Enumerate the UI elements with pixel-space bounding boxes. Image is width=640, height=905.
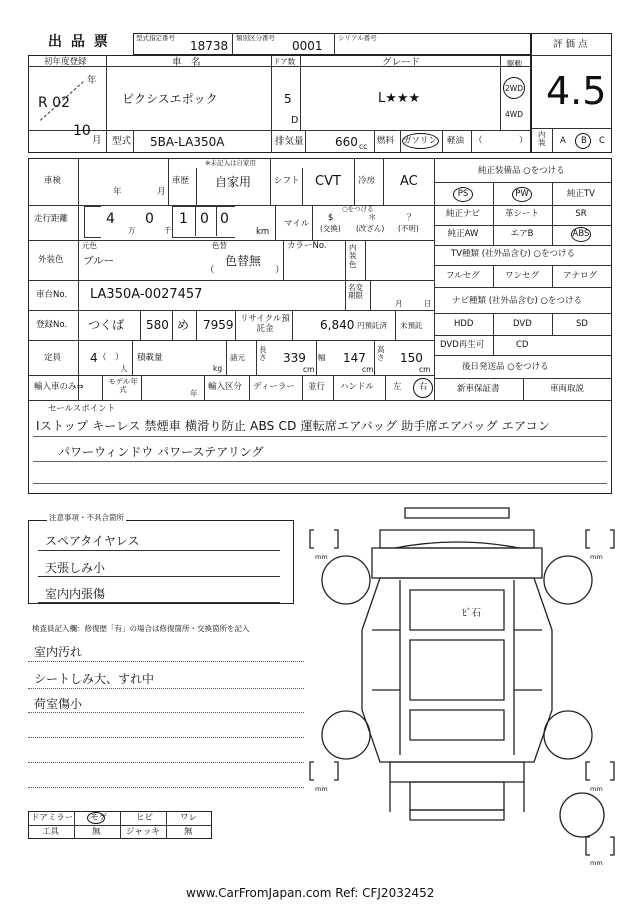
mileage-digit: 0: [145, 211, 154, 227]
reg-city: つくば: [88, 318, 125, 332]
history-value: 自家用: [215, 175, 252, 189]
bracket-rr: [586, 762, 590, 780]
drive-4wd: 4WD: [505, 110, 523, 119]
score-value: 4.5: [546, 69, 607, 113]
ac-label: 冷房: [358, 176, 376, 186]
repaint-value: 色替無: [225, 254, 262, 268]
note-line: スペアタイヤレス: [45, 534, 140, 548]
class-no-label: 類別区分番号: [236, 34, 275, 42]
chassis-value: LA350A-0027457: [90, 287, 203, 302]
fuel-paren-close: ）: [519, 136, 528, 146]
import-kubun-label: 輸入区分: [208, 382, 243, 392]
bracket-rl: [310, 762, 314, 780]
spec-label: 諸元: [230, 353, 245, 362]
fuel-paren-open: （: [474, 136, 483, 146]
width-label: 幅: [318, 353, 326, 362]
mileage-option-note: ○をつける: [342, 205, 374, 213]
sales-line2: パワーウィンドウ パワーステアリング: [58, 445, 264, 459]
grade-value: L★★★: [378, 91, 421, 106]
tool-tools: 工具: [42, 827, 60, 837]
equip-item: 純正ナビ: [445, 209, 480, 219]
mileage-label: 走行距離: [34, 214, 69, 224]
equip-header: 純正装備品 ○をつける: [478, 166, 565, 176]
inspector-label: 検査員記入欄：修復歴「有」の場合は修復箇所・交換箇所を記入: [32, 624, 250, 633]
mileage-star: ＊: [368, 213, 377, 223]
tool-tools-val: 無: [92, 827, 101, 837]
equip-circle: [571, 227, 591, 242]
color-label: 外装色: [38, 255, 64, 265]
shift-value: CVT: [315, 174, 341, 189]
fuel-label: 燃料: [377, 136, 395, 146]
length-label: 長さ: [259, 345, 267, 363]
year-unit: 年: [87, 75, 97, 86]
mileage-mile: マイル: [284, 219, 310, 229]
equip-item: 純正TV: [566, 189, 595, 199]
mileage-digit: 1: [179, 211, 188, 227]
handle-label: ハンドル: [340, 382, 375, 392]
type-label: 型式: [112, 136, 132, 147]
notes-label: 注意事項・不具合箇所: [49, 513, 124, 522]
type-value: 5BA-LA350A: [150, 135, 225, 149]
mileage-digit: 0: [200, 211, 209, 227]
tailgate: [410, 782, 504, 810]
tool-moge-circle: [87, 812, 108, 824]
note-line: 室内内張傷: [45, 587, 106, 601]
equip-item: 革シート: [504, 209, 539, 219]
interior-b: B: [581, 136, 587, 146]
capacity-value: 4: [90, 351, 98, 365]
repaint-label: 色替: [212, 241, 227, 250]
car-name: ピクシスエポック: [122, 92, 218, 106]
mileage-digit: 0: [220, 211, 229, 227]
post-manual: 車両取説: [550, 384, 585, 394]
interior-color-label: 内装色: [349, 243, 357, 269]
reg-num1: 580: [146, 318, 169, 332]
import-dealer: ディーラー: [253, 382, 295, 392]
import-parallel: 並行: [308, 382, 326, 392]
serial-label: シリアル番号: [338, 34, 377, 42]
mm-fr: mm: [590, 553, 603, 561]
history-note: ※未記入は自家用: [205, 159, 256, 167]
first-reg-year: R 02: [38, 95, 70, 111]
handle-right: 右: [419, 382, 428, 392]
displacement-value: 660: [335, 135, 358, 149]
roof-front: [410, 590, 504, 630]
equip-item: PS: [457, 189, 469, 199]
length-cm: cm: [303, 365, 315, 374]
recycle-label: リサイクル預託金: [240, 314, 290, 335]
capacity-paren: （ ）: [98, 353, 124, 363]
equip-circle: [453, 187, 473, 202]
cc-unit: cc: [359, 142, 368, 151]
mileage-unknown: (不明): [398, 224, 419, 233]
tool-ware: ワレ: [180, 813, 198, 823]
load-label: 積載量: [137, 353, 163, 363]
not-deposited: 未預託: [400, 321, 423, 330]
page-title: 出 品 票: [48, 34, 110, 50]
handle-left: 左: [393, 382, 402, 392]
wheel-fr: [544, 556, 592, 604]
navi-sd: SD: [576, 319, 588, 329]
height-cm: cm: [419, 365, 431, 374]
mileage-sen: 千: [164, 226, 172, 235]
damage-mark: ﾋﾞ石: [462, 608, 482, 619]
load-kg: kg: [213, 364, 223, 373]
post-header: 後日発送品 ○をつける: [462, 362, 549, 372]
model-year-unit: 年: [190, 389, 198, 398]
model-no-label: 型式指定番号: [136, 34, 175, 42]
deadline-month: 月: [395, 299, 403, 308]
car-diagram: [300, 500, 620, 870]
spare-wheel: [560, 793, 604, 837]
tool-jack-val: 無: [184, 827, 193, 837]
inspector-line: 室内汚れ: [34, 645, 83, 659]
roof: [410, 640, 504, 700]
registration-label: 登録No.: [36, 320, 68, 330]
navi-hdd: HDD: [454, 319, 474, 329]
recycle-value: 6,840: [320, 318, 355, 332]
tool-hibi: ヒビ: [136, 813, 154, 823]
post-warranty: 新車保証書: [457, 384, 500, 394]
mm-fl: mm: [315, 553, 328, 561]
length-value: 339: [283, 351, 306, 365]
mm-rr: mm: [590, 785, 603, 793]
front-bumper: [405, 508, 509, 518]
class-no: 0001: [292, 39, 323, 53]
width-value: 147: [343, 351, 366, 365]
interior-c: C: [599, 136, 605, 146]
dvd-cd: CD: [516, 340, 529, 350]
shaken-year-unit: 年: [113, 187, 122, 197]
equip-item: SR: [575, 209, 587, 219]
capacity-label: 定員: [44, 353, 62, 363]
repaint-paren-open: （: [205, 265, 215, 276]
wheel-rr: [544, 711, 592, 759]
tool-moge: モゲ: [90, 813, 108, 823]
original-color: ブルー: [83, 255, 115, 267]
first-reg-month: 10: [73, 123, 91, 139]
recycle-unit: 円預託済: [357, 321, 387, 330]
model-no: 18738: [190, 39, 229, 53]
capacity-unit: 人: [120, 364, 128, 373]
footer-ref: www.CarFromJapan.com Ref: CFJ2032452: [186, 886, 435, 900]
doors-label: ドア数: [273, 57, 296, 66]
front-panel: [380, 530, 534, 548]
reg-num2: 7959: [203, 318, 234, 332]
equip-item: ABS: [572, 229, 590, 239]
mileage-dollar: $: [328, 213, 334, 223]
sales-label: セールスポイント: [48, 404, 116, 414]
note-line: 天張しみ小: [45, 561, 106, 575]
chassis-label: 車台No.: [36, 290, 68, 300]
mileage-question: ？: [407, 213, 416, 223]
deadline-day: 日: [424, 299, 432, 308]
tv-oneseg: ワンセグ: [505, 271, 540, 281]
tool-mirror: ドアミラー: [31, 813, 74, 823]
car-name-label: 車 名: [172, 57, 201, 68]
body: [362, 578, 552, 762]
interior-label: 内装: [538, 130, 546, 148]
inspector-line: 荷室傷小: [34, 697, 83, 711]
sales-line1: Iストップ キーレス 禁煙車 横滑り防止 ABS CD 運転席エアバッグ 助手席エアバッグ エアコン: [36, 419, 551, 433]
doors-value: 5: [284, 92, 292, 106]
tool-jack: ジャッキ: [126, 827, 160, 837]
handle-right-circle: [413, 378, 433, 398]
import-label: 輸入車のみ⇒: [34, 382, 84, 392]
fuel-gasoline: ガソリン: [403, 136, 438, 146]
rear-bumper: [410, 810, 504, 820]
fuel-diesel: 軽油: [447, 136, 465, 146]
bracket-spare: [586, 837, 590, 855]
ac-value: AC: [400, 174, 418, 189]
grade-label: 評 価 点: [553, 39, 588, 50]
navi-header: ナビ種類 (社外品含む) ○をつける: [452, 296, 582, 306]
drive-2wd: 2WD: [505, 84, 523, 93]
mm-rl: mm: [315, 785, 328, 793]
shaken-label: 車検: [44, 176, 62, 186]
bracket-fr: [586, 530, 590, 548]
navi-dvd: DVD: [513, 319, 532, 329]
shaken-month-unit: 月: [157, 187, 166, 197]
interior-b-circle: [575, 133, 591, 149]
grade-field-label: グレード: [382, 57, 421, 68]
tv-fullseg: フルセグ: [446, 271, 480, 281]
rear-panel: [390, 762, 524, 782]
dvd-label: DVD再生可: [440, 340, 485, 350]
bracket-fl: [310, 530, 314, 548]
equip-item: エアB: [510, 229, 534, 239]
fuel-gasoline-circle: [402, 133, 439, 149]
history-label: 車歴: [172, 176, 190, 186]
equip-circle: [512, 187, 532, 202]
deadline-label: 名変期限: [348, 283, 363, 301]
shift-label: シフト: [274, 176, 300, 186]
tv-analog: アナログ: [563, 271, 598, 281]
model-year-label: モデル年式: [108, 377, 138, 395]
mileage-exchange: (交換): [320, 224, 341, 233]
tv-header: TV種類 (社外品含む) ○をつける: [451, 249, 575, 259]
mileage-km: km: [256, 227, 270, 237]
equip-item: PW: [515, 189, 529, 199]
first-reg-label: 初年度登録: [44, 57, 87, 67]
width-cm: cm: [362, 365, 374, 374]
drive-label: 駆動: [507, 59, 522, 68]
height-value: 150: [400, 351, 423, 365]
color-no-label: カラーNo.: [287, 241, 327, 251]
repaint-paren-close: ）: [275, 265, 285, 276]
interior-a: A: [560, 136, 566, 146]
original-color-label: 元色: [82, 241, 97, 250]
equip-item: 純正AW: [447, 229, 479, 239]
mileage-digit: 4: [106, 211, 115, 227]
month-unit: 月: [92, 135, 102, 146]
reg-kana: め: [177, 318, 190, 332]
displacement-label: 排気量: [275, 136, 304, 147]
door-type: D: [291, 115, 299, 126]
wheel-rl: [322, 711, 370, 759]
inspector-line: シートしみ大、すれ中: [34, 672, 155, 686]
wheel-fl: [322, 556, 370, 604]
mm-spare: mm: [590, 859, 603, 867]
mileage-man: 万: [128, 226, 136, 235]
mileage-altered: (改ざん): [356, 224, 385, 233]
roof-rear: [410, 710, 504, 740]
height-label: 高さ: [377, 345, 385, 363]
